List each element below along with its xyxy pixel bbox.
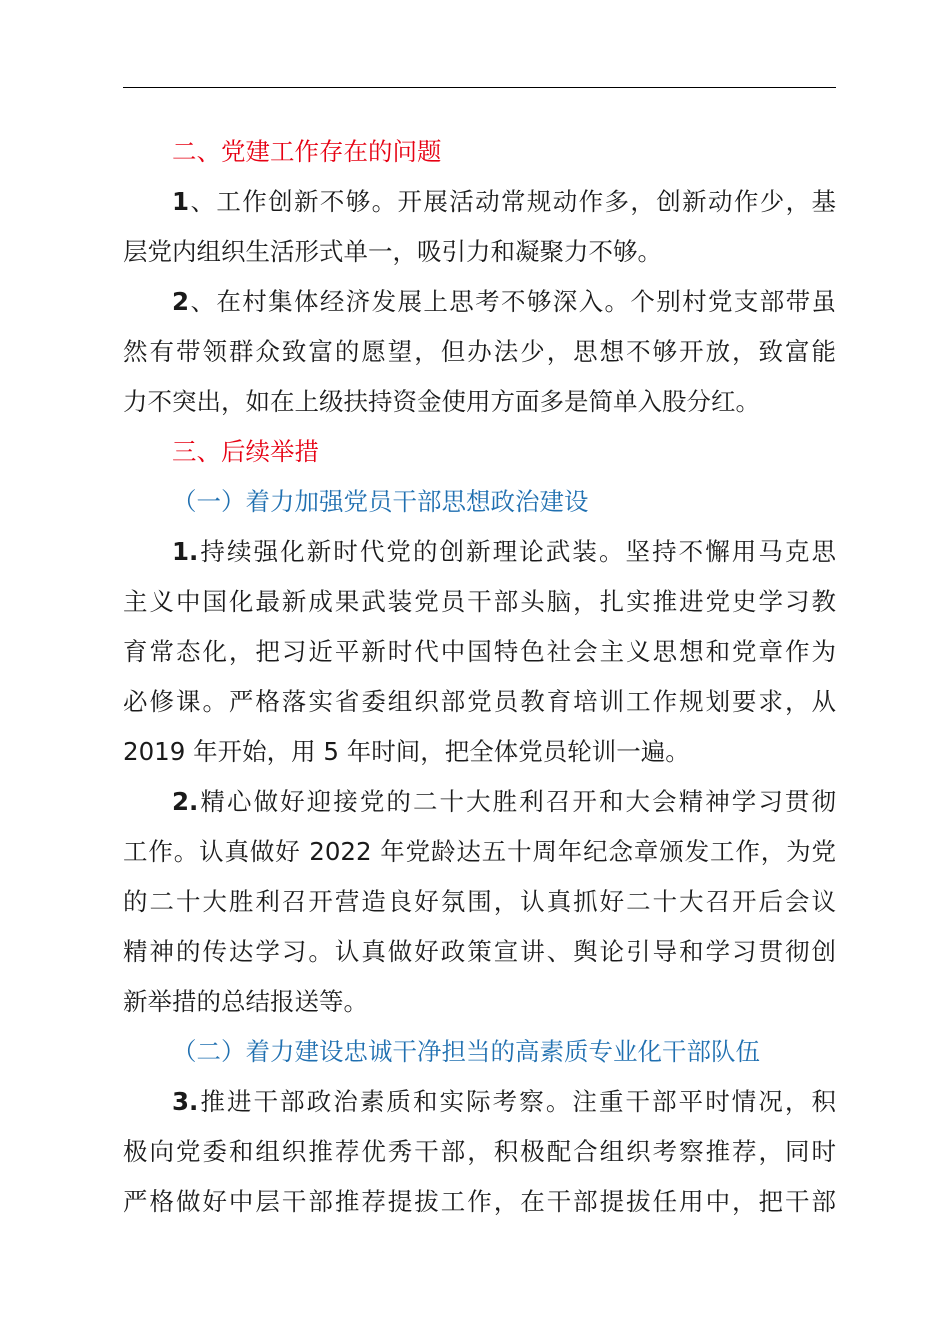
paragraph-3-line-3: 育常态化，把习近平新时代中国特色社会主义思想和党章作为 bbox=[123, 637, 836, 666]
paragraph-2-number: 2 bbox=[172, 287, 190, 316]
paragraph-5-line-1 bbox=[123, 1077, 836, 1127]
paragraph-1-line-2: 层党内组织生活形式单一，吸引力和凝聚力不够。 bbox=[123, 237, 662, 266]
document-body bbox=[123, 127, 836, 1227]
paragraph-5-line-2: 极向党委和组织推荐优秀干部，积极配合组织考察推荐，同时 bbox=[123, 1137, 836, 1166]
paragraph-4-line-3: 的二十大胜利召开营造良好氛围，认真抓好二十大召开后会议 bbox=[123, 887, 836, 916]
paragraph-5-line-3: 严格做好中层干部推荐提拔工作，在干部提拔任用中，把干部 bbox=[123, 1187, 836, 1216]
paragraph-3-text: 持续强化新时代党的创新理论武装。坚持不懈用马克思 bbox=[198, 537, 836, 566]
paragraph-2-line-1 bbox=[123, 277, 836, 327]
paragraph-3-line-1 bbox=[123, 527, 836, 577]
paragraph-2-text: 、在村集体经济发展上思考不够深入。个别村党支部带虽 bbox=[189, 287, 836, 316]
header-rule bbox=[123, 87, 836, 88]
paragraph-4-number: 2. bbox=[172, 787, 199, 816]
paragraph-1-number: 1 bbox=[172, 187, 190, 216]
paragraph-2-line-2: 然有带领群众致富的愿望，但办法少，思想不够开放，致富能 bbox=[123, 337, 836, 366]
paragraph-3-line-4: 必修课。严格落实省委组织部党员教育培训工作规划要求，从 bbox=[123, 687, 836, 716]
paragraph-3-line-5: 2019 年开始，用 5 年时间，把全体党员轮训一遍。 bbox=[123, 737, 690, 766]
paragraph-4-line-1 bbox=[123, 777, 836, 827]
paragraph-3-line-2: 主义中国化最新成果武装党员干部头脑，扎实推进党史学习教 bbox=[123, 587, 836, 616]
subsection-title-2: （二）着力建设忠诚干净担当的高素质专业化干部队伍 bbox=[172, 1037, 760, 1066]
paragraph-5-text: 推进干部政治素质和实际考察。注重干部平时情况，积 bbox=[198, 1087, 836, 1116]
section-title-problems: 二、党建工作存在的问题 bbox=[172, 137, 442, 166]
paragraph-5-number: 3. bbox=[172, 1087, 199, 1116]
paragraph-4-line-5: 新举措的总结报送等。 bbox=[123, 987, 368, 1016]
paragraph-1-line-1 bbox=[123, 177, 836, 227]
paragraph-2-line-3: 力不突出，如在上级扶持资金使用方面多是简单入股分红。 bbox=[123, 387, 760, 416]
paragraph-4-line-2: 工作。认真做好 2022 年党龄达五十周年纪念章颁发工作，为党 bbox=[123, 837, 836, 866]
section-title-measures: 三、后续举措 bbox=[172, 437, 319, 466]
paragraph-4-text: 精心做好迎接党的二十大胜利召开和大会精神学习贯彻 bbox=[198, 787, 836, 816]
subsection-title-1: （一）着力加强党员干部思想政治建设 bbox=[172, 487, 589, 516]
paragraph-4-line-4: 精神的传达学习。认真做好政策宣讲、舆论引导和学习贯彻创 bbox=[123, 937, 836, 966]
paragraph-1-text: 、工作创新不够。开展活动常规动作多，创新动作少，基 bbox=[189, 187, 836, 216]
paragraph-3-number: 1. bbox=[172, 537, 199, 566]
